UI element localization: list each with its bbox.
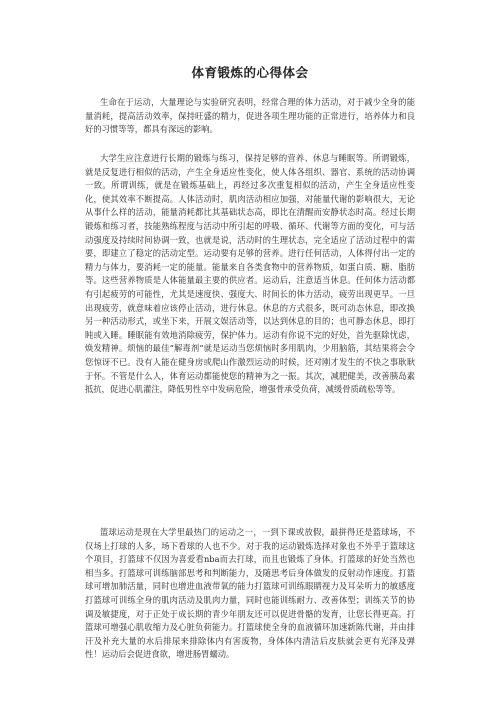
- paragraph-exercise-training: 大学生应注意进行长期的锻炼与练习，保持足够的营养、休息与睡眠等。所谓锻炼，就是反复进行相似的活动，产生全身适应性变化，使人体各组织、器官、系统的活动协调一致。所谓训练，就是在锻炼基础上，再经过多次重复相似的活动，产生全身适应性变化，使其效率不断提高。人体活动时，肌肉活动相应加强，对能量代谢的影响很大，无论从事什么样的活动，能量消耗都比其基础状态高，即比在清醒而安静状态时高。经过长期锻炼和练习者，技能熟练程度与活动中所引起的呼吸、循环、代谢等方面的变化，可与活动强度及持续时间协调一致，也就是说，活动时的生理状态，完全适应了活动过程中的需要，即建立了稳定的活动定型。运动要有足够的营养。进行任何活动，人体得付出一定的精力与体力，要消耗一定的能量。能量来自各类食物中的营养物质，如蛋白质、糖、脂肪等。这些营养物质是人体能量最主要的供应者。运动后，注意适当休息。任何体力活动都有引起疲劳的可能性，尤其是速度快、强度大、时间长的体力活动，疲劳出现更早。一旦出现疲劳，就意味着应该停止活动，进行休息。休息的方式很多，既可动态休息，即改换另一种活动形式，或坐下来，开展文娱活动等，以达到休息的目的；也可静态休息，即打盹或入睡。睡眠能有效地消除疲劳，保护体力。运动有你说不完的好处，首先驱除忧虑，焕发精神。烦恼的最佳“解毒剂”就是运动当您烦恼时多用肌肉，少用脑筋，其结果将会令您惊讶不已。没有人能在健身房或爬山作激烈运动的时候，还对刚才发生的不快之事耿耿于怀。不管是什么人，体育运动都能使您的精神为之一振。其次，减肥健美，改善胰岛素抵抗，促进心肌灌注，降低男性卒中发病危险，增强骨承受负荷，减缓骨质疏松等等。: [85, 153, 415, 395]
- paragraph-basketball: 篮球运动是现在大学里最热门的运动之一，一到下课或放假，最拼得还是篮球场，不仅场上打球的人多，场下看球的人也不少。对于我的运动锻炼选择对象也不外乎于篮球这个项目，打篮球不仅因为喜爱看nba而去打球，而且也锻炼了身体。打篮球的好处当然也相当多。打篮球可训练脑部思考和判断能力，及随思考后身体做发的反射动作速度。打篮球可增加肺活量，同时也增进血液带氧的能力打篮球可训练眼睛视力及耳朵听力的敏感度打篮球可训练全身的肌肉活动及肌肉力量，同时也能训练耐力、改善体型；训练关节的协调及敏捷度，对于正处于成长期的青少年朋友还可以促进骨骼的发育，让您长得更高。打篮球可增强心肌收缩力及心脏负荷能力。打篮球使全身的血液循环加速新陈代谢，并由排汗及补充大量的水后排尿来排除体内有害废物，身体体内清洁后皮肤就会更有光泽及弹性！运动后会促进食欲，增进肠胃蠕动。: [85, 527, 415, 660]
- paragraph-intro: 生命在于运动，大量理论与实验研究表明，经常合理的体力活动，对于减少全身的能量消耗，提高活动效率，保持旺盛的精力，促进各项生理功能的正常进行，培养体力和良好的习惯等等，都具有深远的影响。: [85, 97, 415, 135]
- document-title: 体育锻炼的心得体会: [191, 65, 309, 80]
